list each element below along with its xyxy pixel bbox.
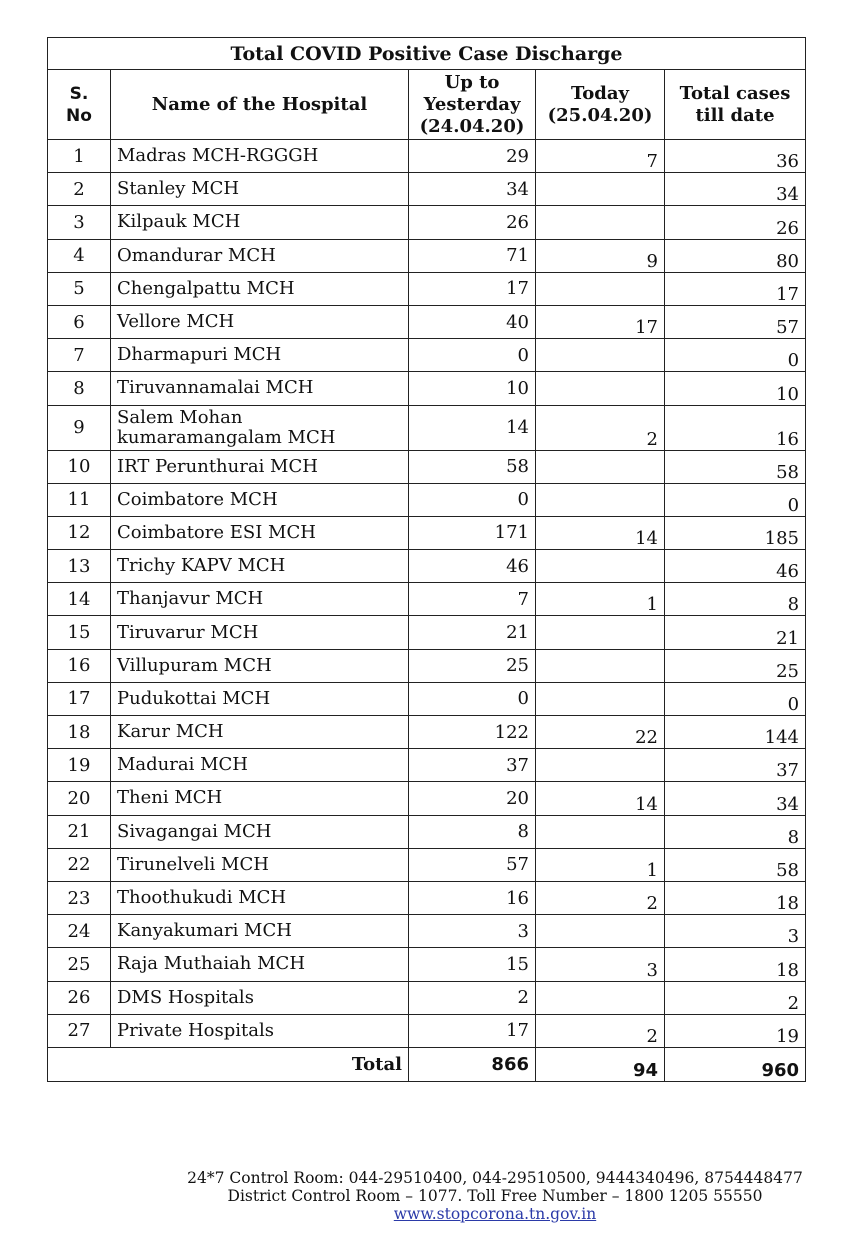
header-sno (48, 70, 111, 140)
cell-sno: 20 (48, 782, 111, 815)
total-today: 94 (536, 1047, 665, 1081)
cell-up-to-yesterday: 37 (409, 749, 536, 782)
table-row (48, 305, 806, 338)
table-row (48, 749, 806, 782)
cell-total-till-date: 10 (665, 372, 806, 405)
cell-hospital-name: Theni MCH (111, 782, 409, 815)
table-row (48, 682, 806, 715)
cell-up-to-yesterday: 21 (409, 616, 536, 649)
cell-hospital-name: Coimbatore ESI MCH (111, 516, 409, 549)
cell-total-till-date: 18 (665, 948, 806, 981)
cell-hospital-name: Stanley MCH (111, 173, 409, 206)
cell-sno: 12 (48, 516, 111, 549)
cell-sno: 18 (48, 716, 111, 749)
cell-sno: 24 (48, 915, 111, 948)
total-row (48, 1047, 806, 1081)
cell-sno: 8 (48, 372, 111, 405)
table-row (48, 981, 806, 1014)
cell-up-to-yesterday: 40 (409, 305, 536, 338)
cell-total-till-date: 0 (665, 483, 806, 516)
cell-up-to-yesterday: 57 (409, 848, 536, 881)
cell-total-till-date: 80 (665, 239, 806, 272)
cell-up-to-yesterday: 20 (409, 782, 536, 815)
table-row (48, 583, 806, 616)
cell-sno: 2 (48, 173, 111, 206)
cell-up-to-yesterday: 29 (409, 140, 536, 173)
total-yesterday: 866 (409, 1047, 536, 1081)
cell-hospital-name: Karur MCH (111, 716, 409, 749)
cell-sno: 11 (48, 483, 111, 516)
cell-up-to-yesterday: 16 (409, 881, 536, 914)
cell-sno: 10 (48, 450, 111, 483)
cell-today: 1 (536, 583, 665, 616)
cell-sno: 15 (48, 616, 111, 649)
header-hospital-label: Name of the Hospital (151, 93, 368, 115)
footer-contact (165, 1169, 825, 1223)
cell-hospital-name: IRT Perunthurai MCH (111, 450, 409, 483)
cell-sno: 3 (48, 206, 111, 239)
cell-sno: 6 (48, 305, 111, 338)
cell-hospital-name: Villupuram MCH (111, 649, 409, 682)
cell-today (536, 915, 665, 948)
cell-up-to-yesterday: 122 (409, 716, 536, 749)
cell-hospital-name: Tiruvarur MCH (111, 616, 409, 649)
cell-hospital-name: Thoothukudi MCH (111, 881, 409, 914)
total-label: Total (48, 1047, 409, 1081)
cell-today (536, 616, 665, 649)
table-row (48, 915, 806, 948)
table-caption: Total COVID Positive Case Discharge (48, 38, 806, 70)
cell-total-till-date: 2 (665, 981, 806, 1014)
cell-sno: 1 (48, 140, 111, 173)
cell-total-till-date: 0 (665, 339, 806, 372)
cell-hospital-name: DMS Hospitals (111, 981, 409, 1014)
cell-today (536, 173, 665, 206)
cell-hospital-name: Raja Muthaiah MCH (111, 948, 409, 981)
cell-sno: 9 (48, 405, 111, 450)
table-row (48, 450, 806, 483)
cell-today (536, 815, 665, 848)
cell-total-till-date: 21 (665, 616, 806, 649)
cell-sno: 14 (48, 583, 111, 616)
table-body (48, 140, 806, 1048)
cell-sno: 22 (48, 848, 111, 881)
cell-up-to-yesterday: 34 (409, 173, 536, 206)
cell-hospital-name: Tiruvannamalai MCH (111, 372, 409, 405)
cell-total-till-date: 57 (665, 305, 806, 338)
table-row (48, 782, 806, 815)
cell-today: 2 (536, 405, 665, 450)
cell-hospital-name: Dharmapuri MCH (111, 339, 409, 372)
footer-district-room: District Control Room – 1077. Toll Free Number – 1800 1205 55550 (227, 1187, 763, 1205)
cell-hospital-name: Thanjavur MCH (111, 583, 409, 616)
header-today-label: Today (25.04.20) (547, 82, 653, 126)
table-row (48, 372, 806, 405)
cell-hospital-name: Sivagangai MCH (111, 815, 409, 848)
cell-up-to-yesterday: 25 (409, 649, 536, 682)
header-total (665, 70, 806, 140)
footer-website-link[interactable]: www.stopcorona.tn.gov.in (393, 1205, 597, 1223)
cell-total-till-date: 3 (665, 915, 806, 948)
cell-total-till-date: 46 (665, 550, 806, 583)
cell-today: 1 (536, 848, 665, 881)
table-caption-row (48, 38, 806, 70)
cell-sno: 25 (48, 948, 111, 981)
table-row (48, 948, 806, 981)
table-row (48, 881, 806, 914)
discharge-table (47, 37, 806, 1082)
cell-up-to-yesterday: 2 (409, 981, 536, 1014)
cell-today: 9 (536, 239, 665, 272)
cell-today (536, 749, 665, 782)
header-total-label: Total cases till date (679, 82, 791, 126)
cell-total-till-date: 34 (665, 782, 806, 815)
cell-total-till-date: 58 (665, 848, 806, 881)
table-row (48, 1014, 806, 1047)
cell-today: 22 (536, 716, 665, 749)
cell-hospital-name: Kanyakumari MCH (111, 915, 409, 948)
cell-today (536, 372, 665, 405)
header-hospital (111, 70, 409, 140)
cell-total-till-date: 8 (665, 815, 806, 848)
cell-hospital-name: Private Hospitals (111, 1014, 409, 1047)
cell-today: 2 (536, 1014, 665, 1047)
cell-today (536, 981, 665, 1014)
header-today (536, 70, 665, 140)
cell-hospital-name: Salem Mohan kumaramangalam MCH (111, 405, 409, 450)
cell-hospital-name: Kilpauk MCH (111, 206, 409, 239)
cell-total-till-date: 26 (665, 206, 806, 239)
cell-up-to-yesterday: 8 (409, 815, 536, 848)
cell-up-to-yesterday: 26 (409, 206, 536, 239)
cell-total-till-date: 36 (665, 140, 806, 173)
cell-sno: 13 (48, 550, 111, 583)
cell-today: 7 (536, 140, 665, 173)
cell-sno: 4 (48, 239, 111, 272)
cell-total-till-date: 144 (665, 716, 806, 749)
header-yesterday (409, 70, 536, 140)
cell-total-till-date: 0 (665, 682, 806, 715)
table-row (48, 716, 806, 749)
cell-today: 2 (536, 881, 665, 914)
cell-up-to-yesterday: 17 (409, 272, 536, 305)
cell-total-till-date: 16 (665, 405, 806, 450)
cell-total-till-date: 25 (665, 649, 806, 682)
cell-sno: 23 (48, 881, 111, 914)
cell-hospital-name: Coimbatore MCH (111, 483, 409, 516)
cell-total-till-date: 185 (665, 516, 806, 549)
cell-total-till-date: 18 (665, 881, 806, 914)
table-row (48, 339, 806, 372)
cell-total-till-date: 58 (665, 450, 806, 483)
cell-hospital-name: Madras MCH-RGGGH (111, 140, 409, 173)
cell-total-till-date: 19 (665, 1014, 806, 1047)
cell-today (536, 682, 665, 715)
cell-up-to-yesterday: 46 (409, 550, 536, 583)
table-row (48, 140, 806, 173)
cell-today (536, 339, 665, 372)
cell-total-till-date: 8 (665, 583, 806, 616)
cell-up-to-yesterday: 3 (409, 915, 536, 948)
table-row (48, 550, 806, 583)
cell-total-till-date: 37 (665, 749, 806, 782)
cell-up-to-yesterday: 0 (409, 682, 536, 715)
table-row (48, 483, 806, 516)
cell-total-till-date: 34 (665, 173, 806, 206)
header-yesterday-label: Up to Yesterday (24.04.20) (419, 71, 525, 137)
cell-today (536, 649, 665, 682)
table-row (48, 815, 806, 848)
cell-today (536, 450, 665, 483)
cell-sno: 5 (48, 272, 111, 305)
cell-up-to-yesterday: 0 (409, 339, 536, 372)
cell-sno: 27 (48, 1014, 111, 1047)
table-row (48, 239, 806, 272)
cell-total-till-date: 17 (665, 272, 806, 305)
cell-today (536, 483, 665, 516)
cell-today (536, 272, 665, 305)
cell-hospital-name: Tirunelveli MCH (111, 848, 409, 881)
cell-up-to-yesterday: 171 (409, 516, 536, 549)
cell-up-to-yesterday: 10 (409, 372, 536, 405)
cell-hospital-name: Chengalpattu MCH (111, 272, 409, 305)
cell-sno: 19 (48, 749, 111, 782)
table-row (48, 516, 806, 549)
cell-up-to-yesterday: 0 (409, 483, 536, 516)
cell-hospital-name: Pudukottai MCH (111, 682, 409, 715)
cell-up-to-yesterday: 71 (409, 239, 536, 272)
table-header-row (48, 70, 806, 140)
table-row (48, 616, 806, 649)
table-row (48, 649, 806, 682)
table-row (48, 405, 806, 450)
footer-control-room: 24*7 Control Room: 044-29510400, 044-29510500, 9444340496, 8754448477 (187, 1169, 803, 1187)
cell-today (536, 206, 665, 239)
cell-today: 3 (536, 948, 665, 981)
cell-up-to-yesterday: 58 (409, 450, 536, 483)
table-row (48, 173, 806, 206)
cell-today: 17 (536, 305, 665, 338)
cell-today (536, 550, 665, 583)
cell-today: 14 (536, 782, 665, 815)
cell-hospital-name: Madurai MCH (111, 749, 409, 782)
cell-up-to-yesterday: 7 (409, 583, 536, 616)
cell-sno: 16 (48, 649, 111, 682)
cell-sno: 26 (48, 981, 111, 1014)
cell-sno: 7 (48, 339, 111, 372)
cell-today: 14 (536, 516, 665, 549)
header-sno-label: S. No (66, 83, 92, 126)
cell-up-to-yesterday: 17 (409, 1014, 536, 1047)
cell-up-to-yesterday: 14 (409, 405, 536, 450)
total-till-date: 960 (665, 1047, 806, 1081)
cell-up-to-yesterday: 15 (409, 948, 536, 981)
cell-sno: 21 (48, 815, 111, 848)
table-row (48, 206, 806, 239)
table-row (48, 848, 806, 881)
cell-sno: 17 (48, 682, 111, 715)
cell-hospital-name: Vellore MCH (111, 305, 409, 338)
table-row (48, 272, 806, 305)
cell-hospital-name: Omandurar MCH (111, 239, 409, 272)
cell-hospital-name: Trichy KAPV MCH (111, 550, 409, 583)
